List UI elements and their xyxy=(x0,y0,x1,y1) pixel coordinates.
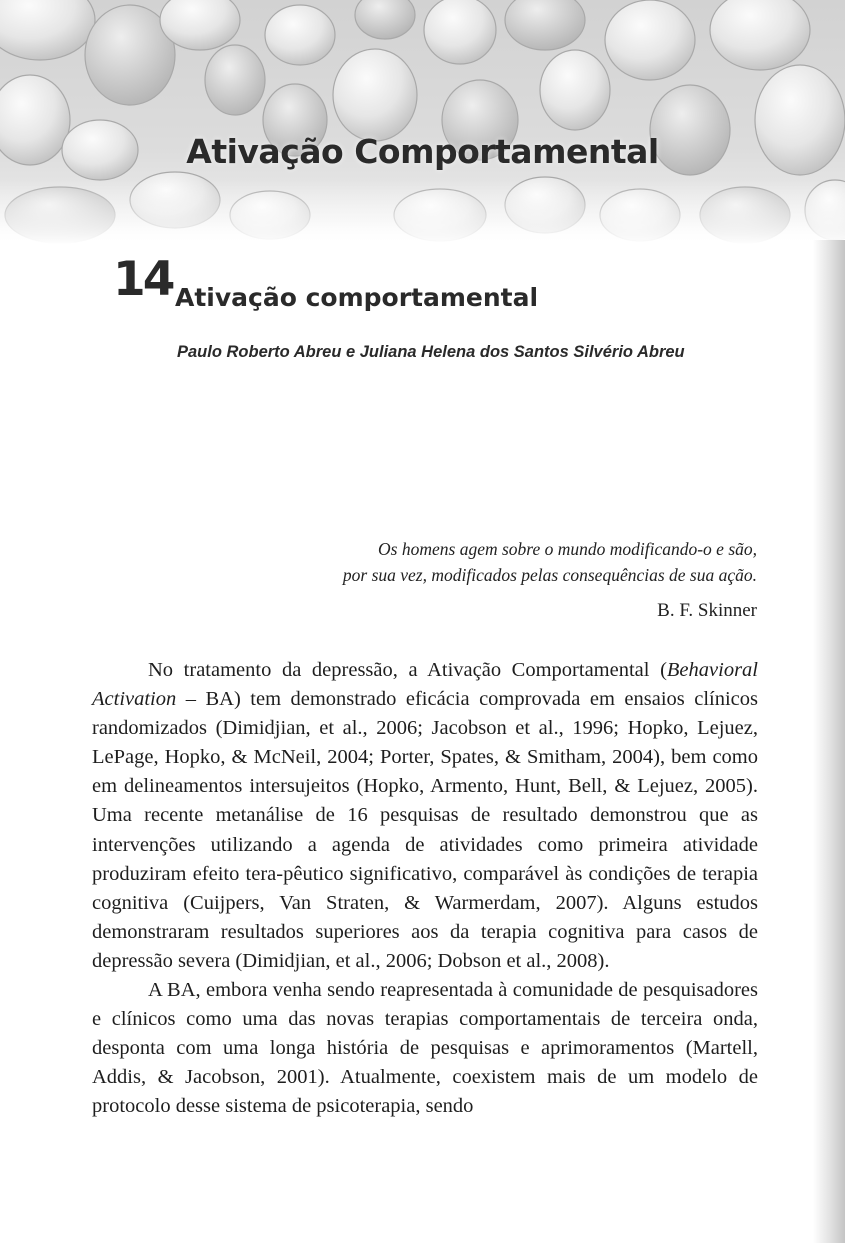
paragraph-text: – BA) tem demonstrado eficácia comprovada em ensaios clínicos randomizados (Dimidjian, et al., 2006; Jacobson et al., 1996; Hopko, Lejuez, LePage, Hopko, & McNeil, 2004; Porter, Spates, & Smitham, 2004), bem como em delineamentos intersujeitos (Hopko, Armento, Hunt, Bell, & Lejuez, 2005). Uma recente metanálise de 16 pesquisas de resultado demonstrou que as intervenções utilizando a agenda de atividades como primeira atividade produziram efeito tera-pêutico significativo, comparável às condições de terapia cognitiva (Cuijpers, Van Straten, & Warmerdam, 2007). Alguns estudos demonstraram resultados superiores aos da terapia cognitiva para casos de depressão severa (Dimidjian, et al., 2006; Dobson et al., 2008). xyxy=(92,688,758,972)
chapter-number: 14 xyxy=(113,252,173,307)
epigraph-author: B. F. Skinner xyxy=(657,600,757,621)
header-banner xyxy=(0,0,845,245)
epigraph-quote xyxy=(197,536,757,588)
paragraph-text: A BA, embora venha sendo reapresentada à comunidade de pesquisadores e clínicos como uma das novas terapias comportamentais de terceira onda, desponta com uma longa história de pesquisas e aprimoramentos (Martell, Addis, & Jacobson, 2001). Atualmente, coexistem mais de um modelo de protocolo desse sistema de psicoterapia, sendo xyxy=(92,979,758,1118)
chapter-title: Ativação comportamental xyxy=(175,283,539,312)
epigraph-line: por sua vez, modificados pelas consequências de sua ação. xyxy=(342,565,757,585)
paragraph-text: No tratamento da depressão, a Ativação Comportamental ( xyxy=(148,659,667,681)
paragraph xyxy=(92,976,758,1121)
body-text xyxy=(92,656,758,1122)
epigraph-line: Os homens agem sobre o mundo modificando-o e são, xyxy=(378,539,757,559)
term-english: Behavioral Activation xyxy=(92,659,758,711)
page-edge-shadow xyxy=(813,240,845,1243)
pebble-background-image xyxy=(0,0,845,245)
paragraph xyxy=(92,656,758,976)
chapter-authors: Paulo Roberto Abreu e Juliana Helena dos Santos Silvério Abreu xyxy=(177,343,685,361)
section-title: Ativação Comportamental xyxy=(186,132,659,171)
